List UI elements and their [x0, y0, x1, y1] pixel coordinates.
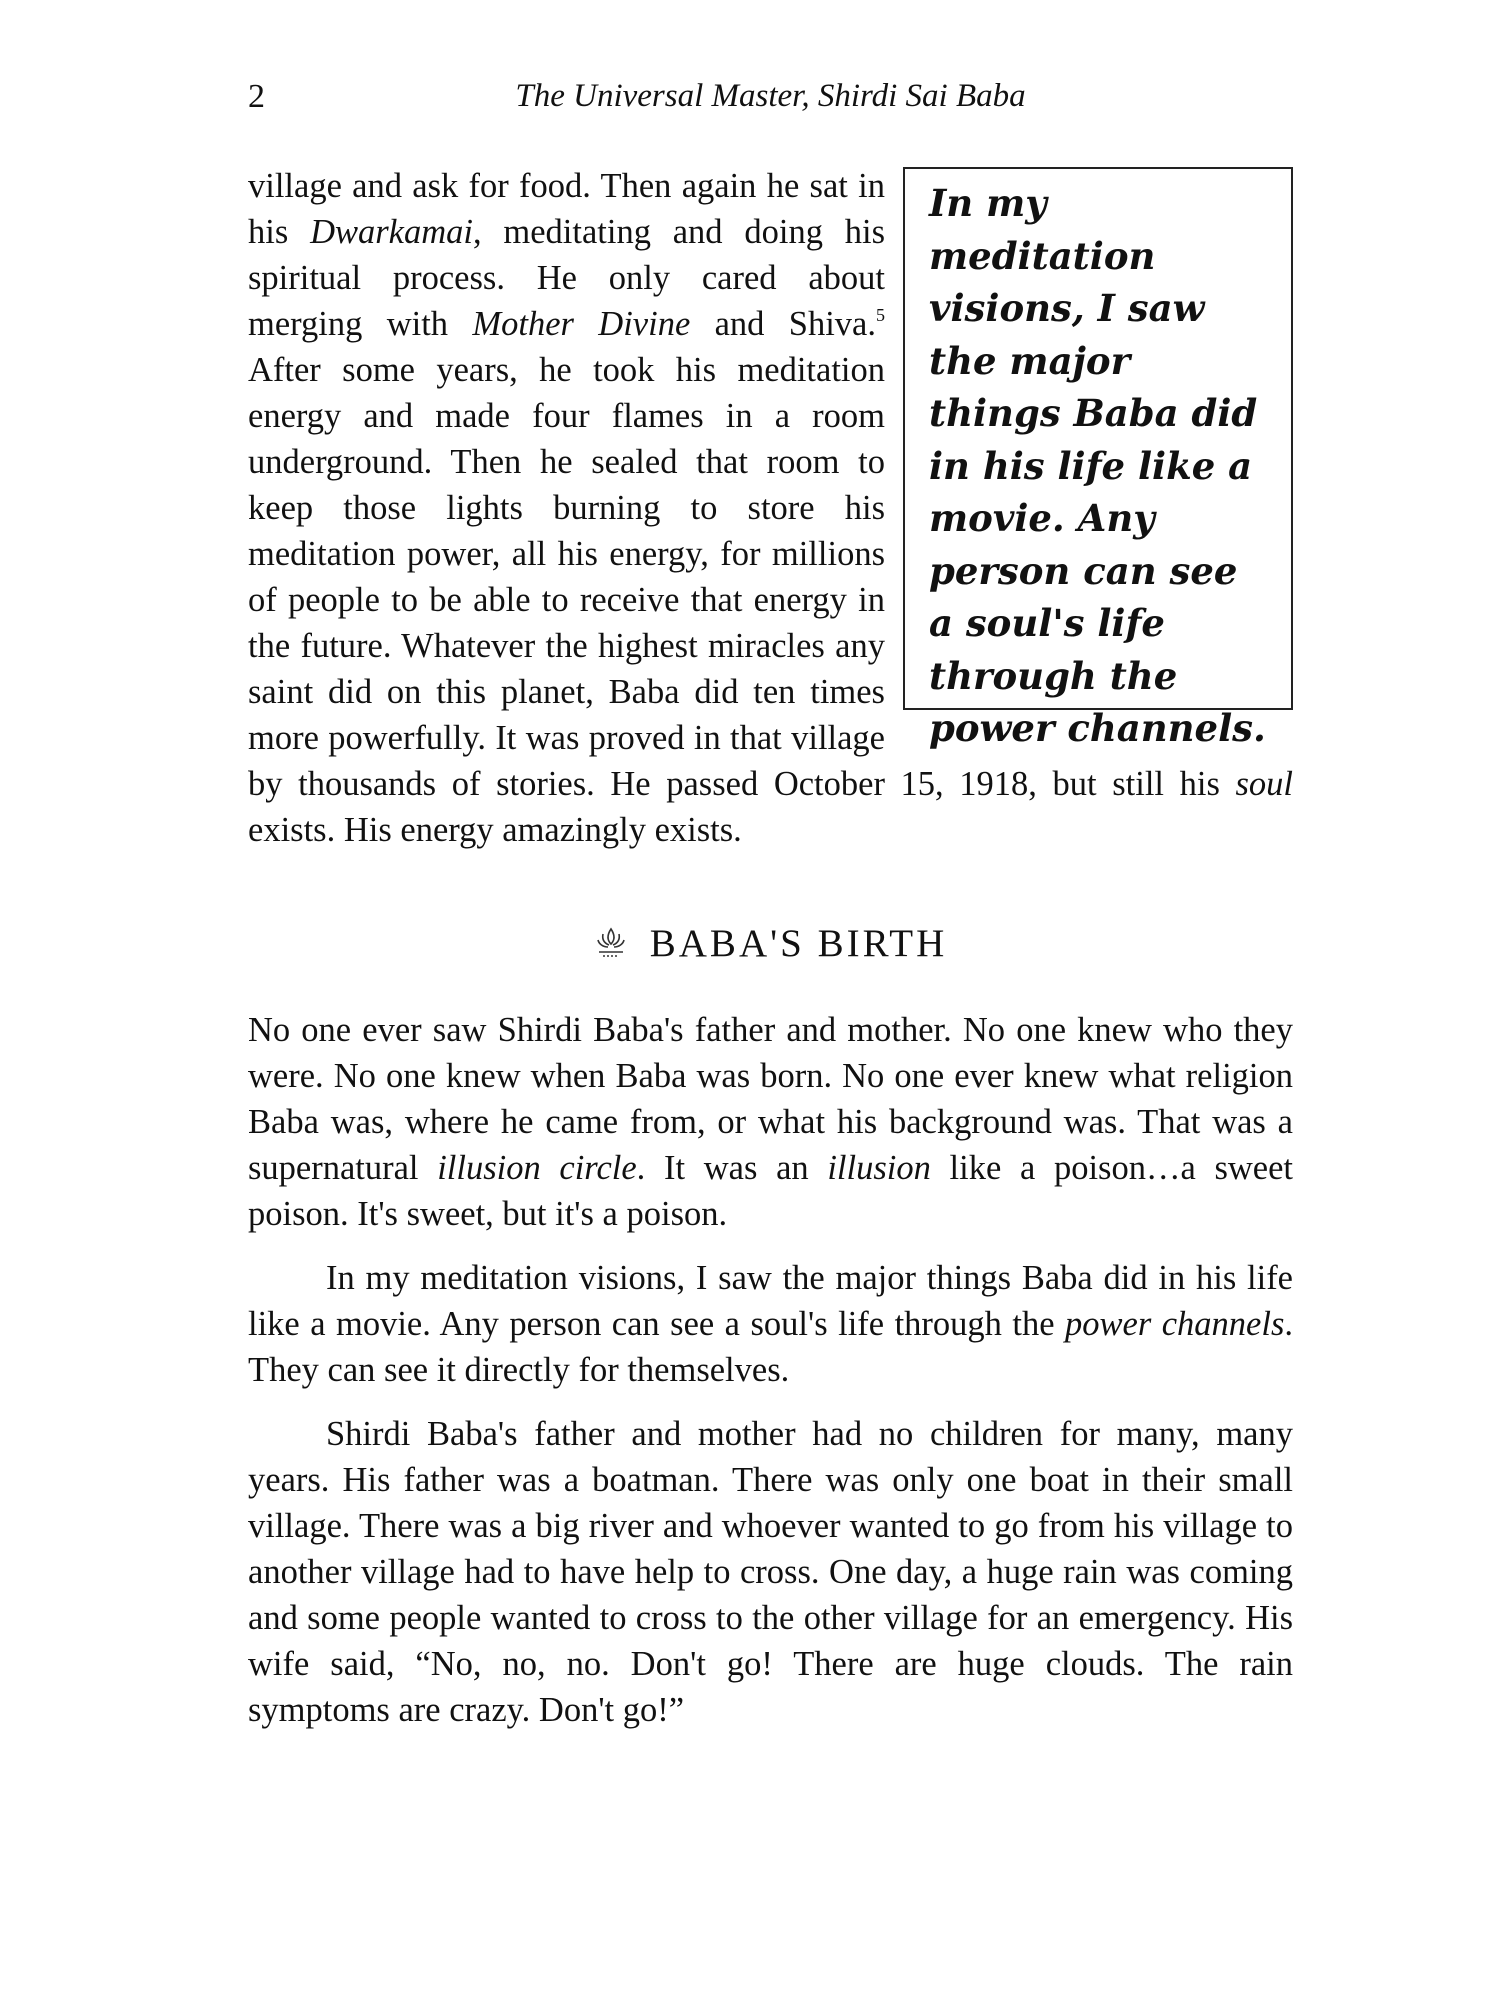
- term-illusion-circle: illusion circle: [437, 1149, 637, 1187]
- text-run: After some years, he took his meditation energy and made four flames in a room underground. Then he sealed that room to keep those lights burning to store his meditation power, all his energy, for millions of people to be able to receive that energy in the future. Whatever the highest miracles any saint did on this planet, Baba did ten times more powerfully. It was proved in that village by thousands of stories. He passed October 15, 1918, but still his: [248, 351, 1236, 803]
- text-run: , meditating and doing his spiritual process. He only cared about merging with: [248, 213, 885, 343]
- text-run: exists. His energy amazingly exists.: [248, 811, 742, 849]
- term-dwarkamai: Dwarkamai: [310, 213, 473, 251]
- footnote-marker: 5: [876, 305, 885, 325]
- text-run: . They can see it directly for themselves.: [248, 1305, 1293, 1389]
- term-illusion: illusion: [827, 1149, 931, 1187]
- section-title: BABA'S BIRTH: [649, 922, 948, 965]
- text-run: In my meditation visions, I saw the major things Baba did in his life like a movie. Any person can see a soul's life through the: [248, 1259, 1293, 1343]
- pull-quote-box: In my meditation visions, I saw the major things Baba did in his life like a movie. Any person can see a soul's life through the power channels.: [903, 167, 1293, 710]
- term-mother-divine: Mother Divine: [472, 305, 691, 343]
- running-title: The Universal Master, Shirdi Sai Baba: [515, 78, 1026, 114]
- page-header: [248, 78, 1293, 128]
- term-power-channels: power channels: [1065, 1305, 1285, 1343]
- paragraph: [248, 1007, 1293, 1237]
- text-run: village and ask for food. Then again he sat in his: [248, 167, 885, 251]
- paragraph: [248, 1255, 1293, 1393]
- body-text: [248, 163, 1293, 1733]
- page-number: 2: [248, 78, 265, 115]
- text-run: like a poison…a sweet poison. It's sweet, but it's a poison.: [248, 1149, 1294, 1233]
- text-run: No one ever saw Shirdi Baba's father and mother. No one knew who they were. No one knew when Baba was born. No one ever knew what religion Baba was, where he came from, or what his background was. That was a supernatural: [248, 1011, 1293, 1187]
- text-run: . It was an: [636, 1149, 828, 1187]
- text-run: and Shiva.: [690, 305, 876, 343]
- paragraph: Shirdi Baba's father and mother had no children for many, many years. His father was a boatman. There was only one boat in their small village. There was a big river and whoever wanted to go from his village to another village had to have help to cross. One day, a huge rain was coming and some people wanted to cross to the other village for an emergency. His wife said, “No, no, no. Don't go! There are huge clouds. The rain symptoms are crazy. Don't go!”: [248, 1415, 1293, 1729]
- term-soul: soul: [1235, 765, 1293, 803]
- lotus-ornament-icon: [594, 926, 628, 958]
- section-heading: [248, 921, 1293, 967]
